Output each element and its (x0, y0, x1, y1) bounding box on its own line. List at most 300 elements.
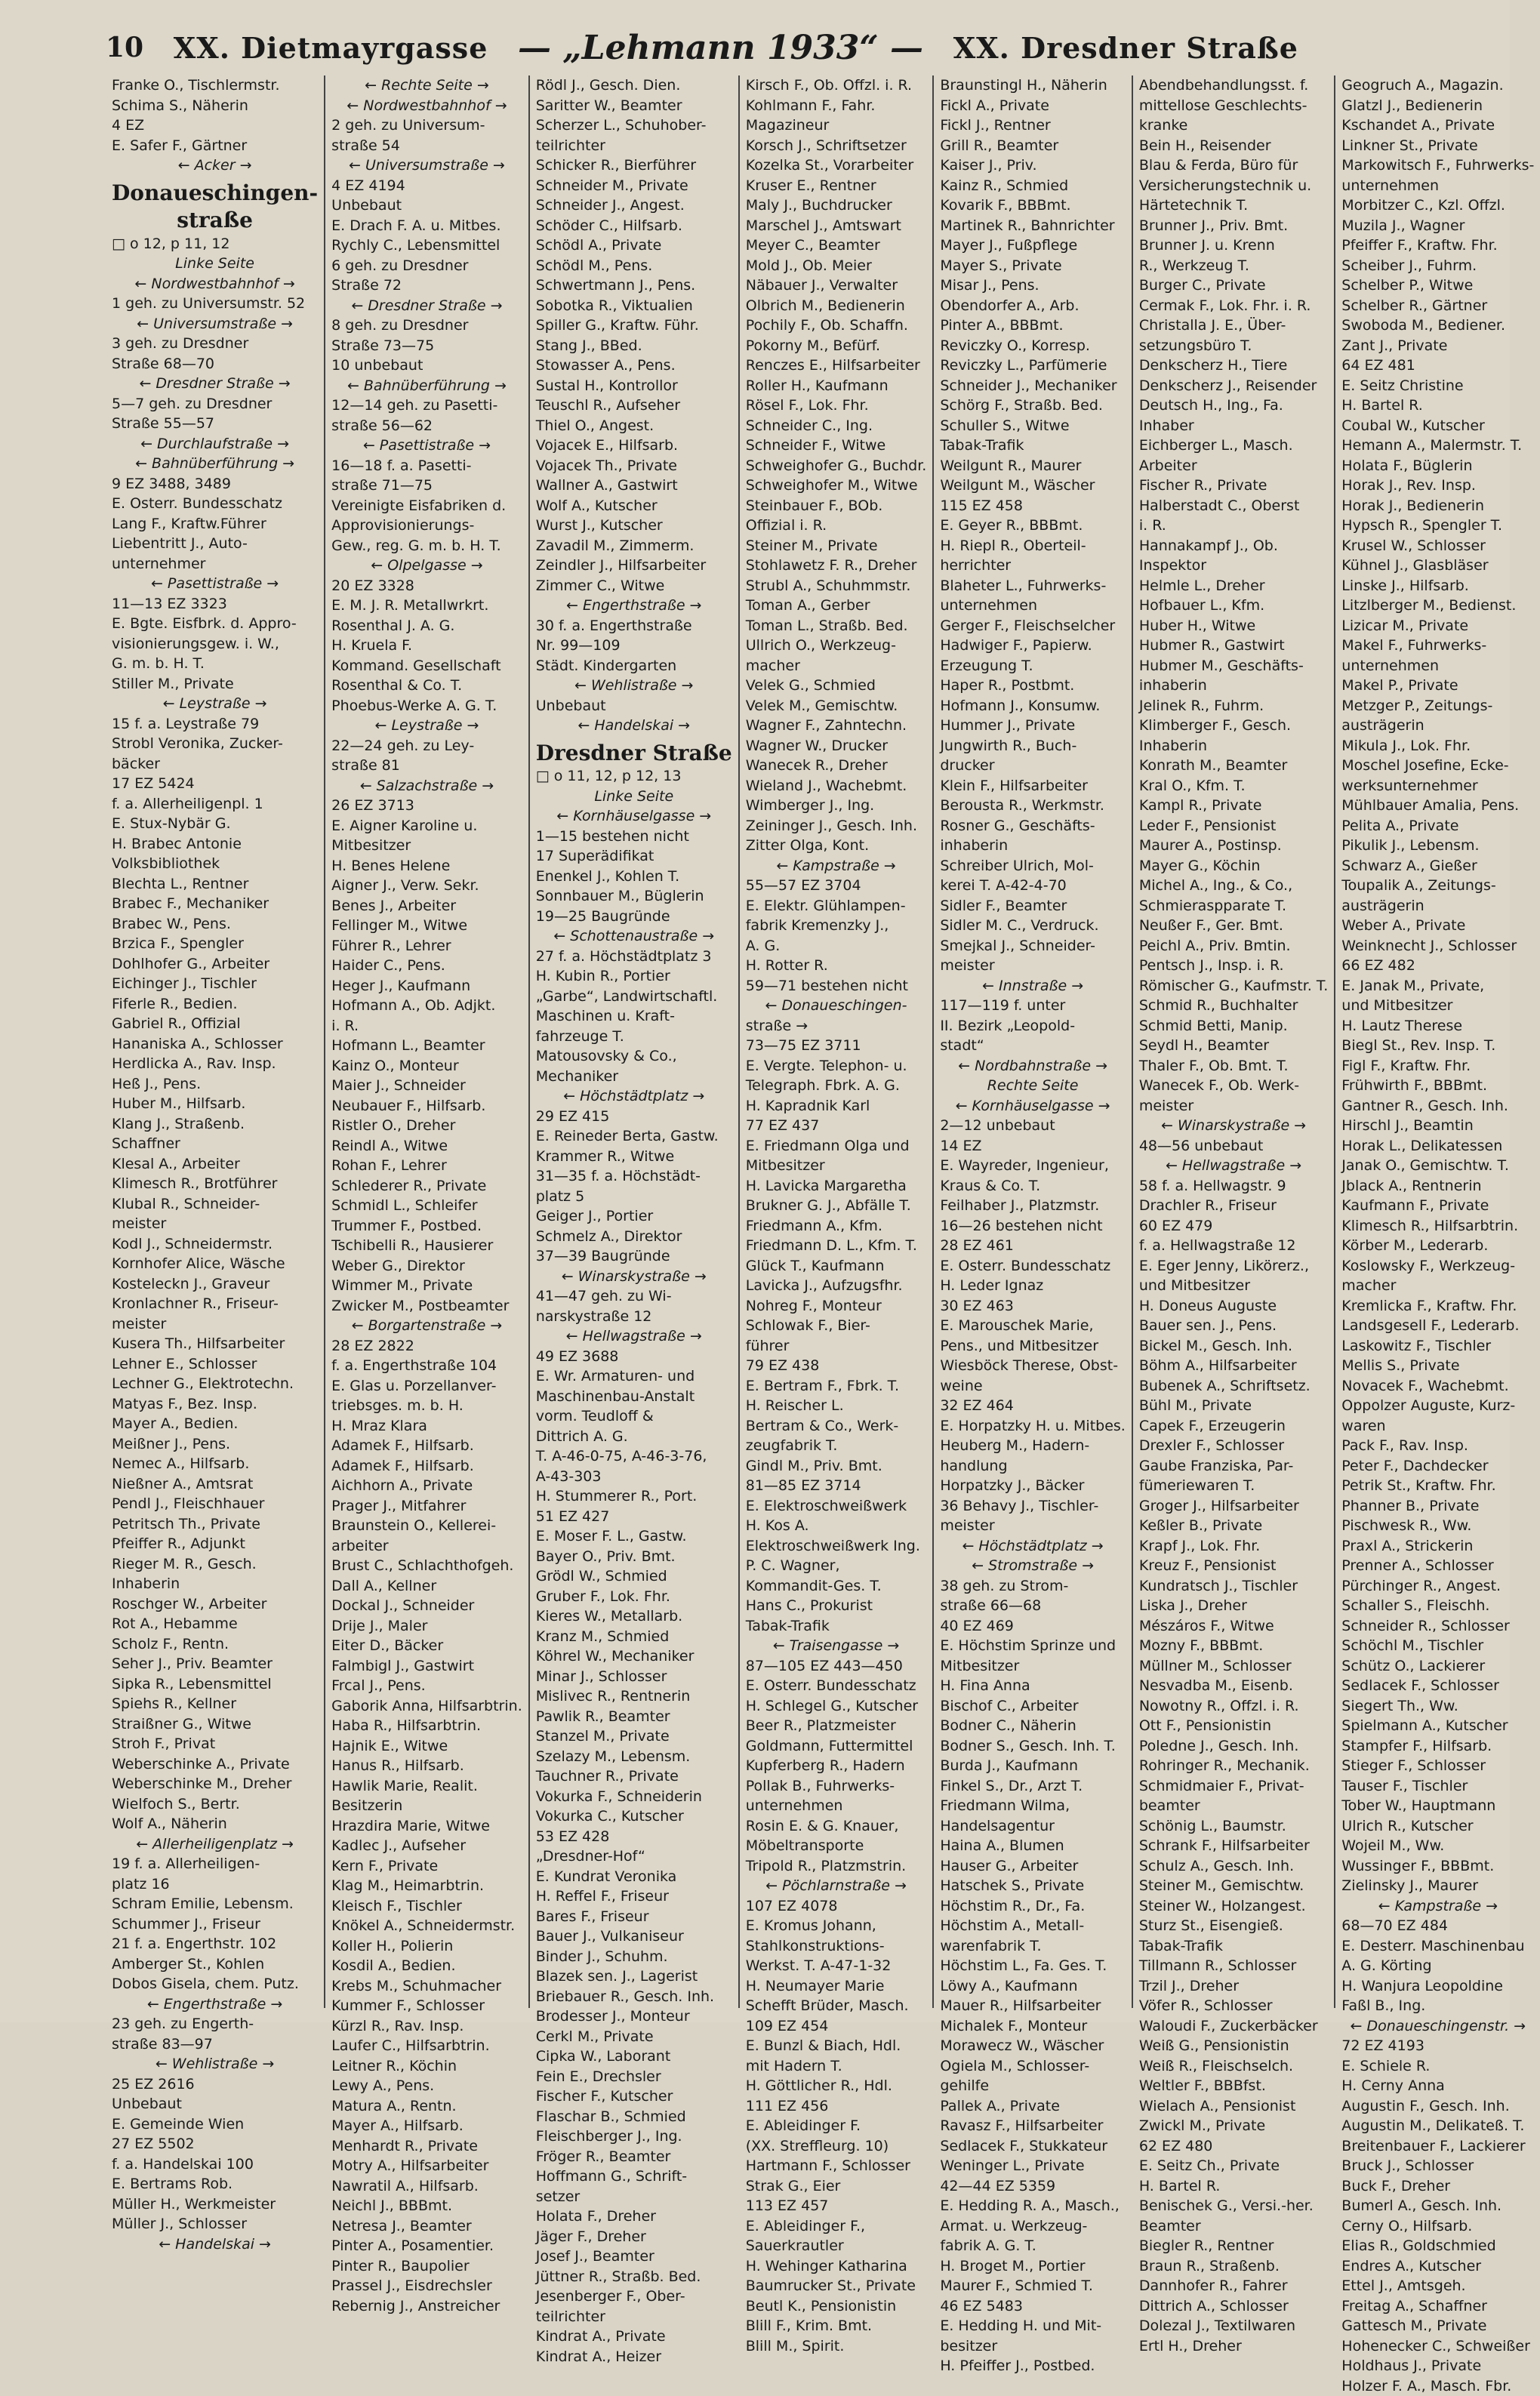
directory-entry: ← Bahnüberführung → (331, 376, 522, 396)
directory-entry: E. Moser F. L., Gastw. (536, 1526, 732, 1547)
directory-entry: handlung (940, 1456, 1126, 1477)
directory-column (1335, 75, 1540, 2008)
directory-entry: Maly J., Buchdrucker (746, 196, 927, 216)
directory-entry: E. Wr. Armaturen- und (536, 1366, 732, 1387)
directory-entry: Toupalik A., Zeitungs- (1341, 876, 1534, 896)
header-left-street: XX. Dietmayrgasse (174, 31, 488, 65)
directory-entry: 8 geh. zu Dresdner (331, 316, 522, 336)
directory-entry: Weilgunt M., Wäscher (940, 476, 1126, 496)
directory-entry: Tabak-Trafik (940, 436, 1126, 456)
directory-entry: E. Bertrams Rob. (112, 2174, 318, 2194)
directory-entry: Schwertmann J., Pens. (536, 276, 732, 296)
directory-column (1133, 75, 1335, 2008)
directory-entry: H. Benes Helene (331, 856, 522, 876)
directory-entry: Heger J., Kaufmann (331, 976, 522, 996)
directory-entry: Rohringer R., Mechanik. (1139, 1756, 1328, 1776)
directory-entry: Benes J., Arbeiter (331, 896, 522, 916)
directory-entry: Schummer J., Friseur (112, 1914, 318, 1935)
directory-entry: Neubauer F., Hilfsarb. (331, 1096, 522, 1116)
directory-entry: Laskowitz F., Tischler (1341, 1336, 1534, 1357)
directory-entry: Rot A., Hebamme (112, 1614, 318, 1634)
directory-entry: 117—119 f. unter (940, 996, 1126, 1016)
directory-entry: Holdhaus J., Private (1341, 2356, 1534, 2376)
directory-entry: Biegler R., Rentner (1139, 2236, 1328, 2256)
directory-entry: 115 EZ 458 (940, 496, 1126, 516)
directory-entry: Weberschinke M., Dreher (112, 1774, 318, 1794)
directory-entry: Schmid R., Buchhalter (1139, 996, 1328, 1016)
directory-entry: 53 EZ 428 (536, 1827, 732, 1847)
directory-entry: meister (112, 1214, 318, 1234)
directory-entry: Burda J., Kaufmann (940, 1756, 1126, 1776)
directory-entry: Zant J., Private (1341, 336, 1534, 356)
directory-entry: Hanus R., Hilfsarb. (331, 1756, 522, 1776)
directory-column (934, 75, 1133, 2008)
directory-entry: mittellose Geschlechts- (1139, 96, 1328, 116)
directory-entry: fahrzeuge T. (536, 1027, 732, 1047)
directory-entry: Brukner G. J., Abfälle T. (746, 1196, 927, 1216)
directory-entry: mit Hadern T. (746, 2056, 927, 2077)
directory-entry: Aichhorn A., Private (331, 1476, 522, 1496)
directory-entry: 31—35 f. a. Höchstädt- (536, 1166, 732, 1187)
directory-entry: Straße 72 (331, 276, 522, 296)
directory-entry: Kundratsch J., Tischler (1139, 1576, 1328, 1597)
directory-entry: Zimmer C., Witwe (536, 576, 732, 596)
directory-entry: arbeiter (331, 1536, 522, 1557)
directory-entry: 26 EZ 3713 (331, 796, 522, 816)
directory-entry: fabrik Kremenzky J., (746, 916, 927, 936)
directory-entry: Schneider J., Mechaniker (940, 376, 1126, 396)
directory-entry: setzungsbüro T. (1139, 336, 1328, 356)
directory-entry: Ettel J., Amtsgeh. (1341, 2276, 1534, 2296)
directory-entry: Kronlachner R., Friseur- (112, 1294, 318, 1314)
directory-entry: 41—47 geh. zu Wi- (536, 1286, 732, 1307)
directory-entry: 27 EZ 5502 (112, 2134, 318, 2154)
directory-entry: Sedlacek F., Stukkateur (940, 2136, 1126, 2157)
directory-entry: Huber H., Witwe (1139, 616, 1328, 636)
directory-entry: Mayer G., Köchin (1139, 856, 1328, 876)
directory-entry: Vokurka F., Schneiderin (536, 1787, 732, 1807)
directory-entry: straße 81 (331, 756, 522, 776)
directory-entry: Wiesböck Therese, Obst- (940, 1356, 1126, 1376)
directory-entry: Pens., und Mitbesitzer (940, 1336, 1126, 1357)
directory-entry: Neußer F., Ger. Bmt. (1139, 916, 1328, 936)
directory-entry: Wanecek F., Ob. Werk- (1139, 1076, 1328, 1096)
directory-entry: E. Janak M., Private, (1341, 976, 1534, 996)
directory-entry: Hofmann L., Beamter (331, 1036, 522, 1056)
directory-entry: Mayer J., Fußpflege (940, 236, 1126, 256)
directory-entry: Huber M., Hilfsarb. (112, 1094, 318, 1114)
directory-entry: Denkscherz H., Tiere (1139, 356, 1328, 376)
directory-entry: Sipka R., Lebensmittel (112, 1674, 318, 1695)
directory-entry: Höchstim R., Dr., Fa. (940, 1896, 1126, 1917)
directory-entry: Frühwirth F., BBBmt. (1341, 1076, 1534, 1096)
directory-entry: Mechaniker (536, 1067, 732, 1087)
directory-entry: Augustin M., Delikateß. T. (1341, 2116, 1534, 2136)
directory-entry: straße 54 (331, 136, 522, 156)
directory-entry: Linske J., Hilfsarb. (1341, 576, 1534, 596)
directory-entry: Wolf A., Kutscher (536, 496, 732, 516)
directory-entry: A. G. (746, 936, 927, 956)
directory-entry: Deutsch H., Ing., Fa. (1139, 396, 1328, 416)
directory-entry: Stanzel M., Private (536, 1726, 732, 1747)
directory-entry: straße → (746, 1016, 927, 1036)
directory-entry: Hatschek S., Private (940, 1876, 1126, 1896)
directory-entry: 1 geh. zu Universumstr. 52 (112, 294, 318, 314)
directory-entry: Linke Seite (112, 254, 318, 274)
directory-entry: Strak G., Eier (746, 2176, 927, 2197)
directory-entry: Rebernig J., Anstreicher (331, 2296, 522, 2317)
directory-entry: Waloudi F., Zuckerbäcker (1139, 2016, 1328, 2037)
directory-entry: Dobos Gisela, chem. Putz. (112, 1974, 318, 1994)
directory-entry: Mitbesitzer (331, 836, 522, 856)
directory-entry: 81—85 EZ 3714 (746, 1476, 927, 1496)
directory-entry: Obendorfer A., Arb. (940, 296, 1126, 316)
directory-entry: Stohlawetz F. R., Dreher (746, 556, 927, 576)
directory-entry: Brodesser J., Monteur (536, 2006, 732, 2027)
directory-entry: Steiner M., Private (746, 536, 927, 556)
directory-entry: Kern F., Private (331, 1856, 522, 1877)
directory-entry: Nohreg F., Monteur (746, 1296, 927, 1317)
directory-entry: Pelita A., Private (1341, 816, 1534, 836)
directory-entry: Matyas F., Bez. Insp. (112, 1394, 318, 1415)
directory-entry: A-43-303 (536, 1467, 732, 1487)
directory-entry: Kindrat A., Private (536, 2327, 732, 2347)
directory-entry: Ott F., Pensionistin (1139, 1716, 1328, 1736)
directory-entry: Schneider R., Schlosser (1341, 1616, 1534, 1637)
directory-entry: Thiel O., Angest. (536, 416, 732, 436)
directory-entry: Magazineur (746, 115, 927, 136)
directory-entry: Finkel S., Dr., Arzt T. (940, 1776, 1126, 1797)
directory-entry: Fein E., Drechsler (536, 2067, 732, 2087)
directory-entry: E. Wayreder, Ingenieur, (940, 1156, 1126, 1176)
directory-entry: 36 Behavy J., Tischler- (940, 1496, 1126, 1517)
directory-entry: Schelber R., Gärtner (1341, 296, 1534, 316)
directory-entry: Tschibelli R., Hausierer (331, 1236, 522, 1256)
directory-entry: 25 EZ 2616 (112, 2074, 318, 2095)
directory-entry: Grill R., Beamter (940, 136, 1126, 156)
directory-entry: Falmbigl J., Gastwirt (331, 1656, 522, 1677)
directory-entry: ← Winarskystraße → (1139, 1116, 1328, 1136)
directory-entry: Müller J., Schlosser (112, 2214, 318, 2234)
directory-entry: Blechta L., Rentner (112, 874, 318, 895)
directory-entry: Drije J., Maler (331, 1616, 522, 1637)
directory-entry: Steiner M., Gemischtw. (1139, 1876, 1328, 1896)
directory-entry: ← Kampstraße → (746, 856, 927, 876)
directory-entry: Fickl J., Rentner (940, 115, 1126, 136)
directory-entry: Makel F., Fuhrwerks- (1341, 636, 1534, 656)
directory-entry: Holata F., Büglerin (1341, 456, 1534, 476)
directory-entry: E. M. J. R. Metallwrkrt. (331, 596, 522, 616)
directory-entry: Denkscherz J., Reisender (1139, 376, 1328, 396)
directory-entry: E. Friedmann Olga und (746, 1136, 927, 1156)
directory-entry: und Mitbesitzer (1139, 1276, 1328, 1296)
directory-entry: Maschinenbau-Anstalt (536, 1387, 732, 1407)
directory-entry: 77 EZ 437 (746, 1116, 927, 1136)
directory-entry: Krammer R., Witwe (536, 1147, 732, 1167)
directory-entry: Zwickl M., Private (1139, 2116, 1328, 2136)
directory-entry: Weiß G., Pensionistin (1139, 2036, 1328, 2056)
directory-entry: ← Rechte Seite → (331, 75, 522, 96)
directory-entry: Vokurka C., Kutscher (536, 1806, 732, 1827)
directory-entry: Horak L., Delikatessen (1341, 1136, 1534, 1156)
directory-entry: herrichter (940, 556, 1126, 576)
directory-entry: Prassel J., Eisdrechsler (331, 2276, 522, 2296)
directory-entry: ← Universumstraße → (331, 156, 522, 176)
directory-entry: Michalek F., Monteur (940, 2016, 1126, 2037)
directory-entry: Braunstingl H., Näherin (940, 75, 1126, 96)
directory-entry: ← Traisengasse → (746, 1636, 927, 1656)
directory-entry: Cermak F., Lok. Fhr. i. R. (1139, 296, 1328, 316)
directory-entry: ← Stromstraße → (940, 1556, 1126, 1576)
directory-entry: Gindl M., Priv. Bmt. (746, 1456, 927, 1477)
directory-entry: (XX. Streffleurg. 10) (746, 2136, 927, 2157)
directory-entry: Pollak B., Fuhrwerks- (746, 1776, 927, 1797)
directory-entry: Helmle L., Dreher (1139, 576, 1328, 596)
directory-entry: Moschel Josefine, Ecke- (1341, 756, 1534, 776)
directory-entry: H. Kapradnik Karl (746, 1096, 927, 1116)
directory-entry: Dittrich A. G. (536, 1427, 732, 1447)
directory-entry: Maschinen u. Kraft- (536, 1006, 732, 1027)
directory-entry: Schmid Betti, Manip. (1139, 1016, 1328, 1036)
directory-entry: Drachler R., Friseur (1139, 1196, 1328, 1216)
directory-entry: ← Nordbahnstraße → (940, 1056, 1126, 1076)
directory-entry: Dannhofer R., Fahrer (1139, 2276, 1328, 2296)
directory-entry: Benischek G., Versi.-her. (1139, 2196, 1328, 2216)
directory-entry: Kirsch F., Ob. Offzl. i. R. (746, 75, 927, 96)
directory-entry: E. Höchstim Sprinze und (940, 1636, 1126, 1656)
directory-entry: Weberschinke A., Private (112, 1754, 318, 1775)
directory-entry: Menhardt R., Private (331, 2136, 522, 2157)
directory-entry: E. Osterr. Bundesschatz (940, 1256, 1126, 1277)
directory-entry: Steinbauer F., BOb. (746, 496, 927, 516)
directory-entry: E. Vergte. Telephon- u. (746, 1056, 927, 1076)
directory-entry: Mauer R., Hilfsarbeiter (940, 1996, 1126, 2016)
directory-entry: Maurer A., Postinsp. (1139, 836, 1328, 856)
directory-entry: H. Kruela F. (331, 636, 522, 656)
directory-entry: Gaborik Anna, Hilfsarbtrin. (331, 1696, 522, 1717)
directory-entry: Kschandet A., Private (1341, 115, 1534, 136)
directory-entry: Gruber F., Lok. Fhr. (536, 1587, 732, 1607)
directory-entry: Renczes E., Hilfsarbeiter (746, 356, 927, 376)
directory-entry: Sauerkrautler (746, 2236, 927, 2256)
directory-entry: Schwarz A., Gießer (1341, 856, 1534, 876)
directory-entry: Velek G., Schmied (746, 676, 927, 696)
directory-entry: Nemec A., Hilfsarb. (112, 1454, 318, 1474)
directory-entry: Kieres W., Metallarb. (536, 1606, 732, 1627)
directory-entry: Straße 68—70 (112, 354, 318, 374)
directory-entry: Enenkel J., Kohlen T. (536, 867, 732, 887)
directory-entry: Spiehs R., Kellner (112, 1694, 318, 1714)
directory-entry: Matura A., Rentn. (331, 2096, 522, 2117)
directory-entry: Aigner J., Verw. Sekr. (331, 876, 522, 896)
directory-entry: Hubmer R., Gastwirt (1139, 636, 1328, 656)
directory-entry: 66 EZ 482 (1341, 956, 1534, 976)
directory-entry: 60 EZ 479 (1139, 1216, 1328, 1236)
directory-entry: Brunner J. u. Krenn (1139, 236, 1328, 256)
directory-entry: Brunner J., Priv. Bmt. (1139, 216, 1328, 236)
directory-entry: Ravasz F., Hilfsarbeiter (940, 2116, 1126, 2136)
directory-entry: Glück T., Kaufmann (746, 1256, 927, 1277)
directory-entry: Koller H., Polierin (331, 1936, 522, 1957)
directory-entry: E. Kundrat Veronika (536, 1867, 732, 1887)
directory-entry: meister (940, 956, 1126, 976)
directory-entry: „Garbe“, Landwirtschaftl. (536, 987, 732, 1007)
directory-entry: Kainz O., Monteur (331, 1056, 522, 1076)
directory-entry: ← Kampstraße → (1341, 1896, 1534, 1917)
directory-entry: Hofmann J., Konsumw. (940, 696, 1126, 716)
directory-entry: Markowitsch F., Fuhrwerks- (1341, 156, 1534, 176)
directory-entry: Mayer A., Bedien. (112, 1414, 318, 1434)
directory-entry: Haina A., Blumen (940, 1836, 1126, 1856)
directory-entry: E. Ableidinger F. (746, 2116, 927, 2136)
directory-entry: Elias R., Goldschmied (1341, 2236, 1534, 2256)
directory-entry: Pallek A., Private (940, 2096, 1126, 2117)
directory-entry: 1—15 bestehen nicht (536, 827, 732, 847)
directory-entry: Tripold R., Platzmstrin. (746, 1856, 927, 1877)
directory-entry: visionierungsgew. i. W., (112, 634, 318, 654)
directory-entry: ← Winarskystraße → (536, 1267, 732, 1287)
directory-entry: Schweighofer G., Buchdr. (746, 456, 927, 476)
directory-entry: Schmieraspparate T. (1139, 896, 1328, 916)
directory-entry: Mayer S., Private (940, 256, 1126, 276)
directory-entry: Linke Seite (536, 787, 732, 807)
directory-entry: Führer R., Lehrer (331, 936, 522, 956)
directory-entry: Ertl H., Dreher (1139, 2336, 1328, 2357)
directory-entry: drucker (940, 756, 1126, 776)
directory-entry: Laufer C., Hilfsarbtrin. (331, 2036, 522, 2056)
directory-entry: E. Osterr. Bundesschatz (112, 494, 318, 514)
directory-entry: Beutl K., Pensionistin (746, 2296, 927, 2317)
directory-entry: Fleischberger J., Ing. (536, 2127, 732, 2147)
directory-entry: 62 EZ 480 (1139, 2136, 1328, 2157)
directory-entry: H. Mraz Klara (331, 1416, 522, 1437)
directory-entry: vorm. Teudloff & (536, 1406, 732, 1427)
directory-entry: H. Leder Ignaz (940, 1276, 1126, 1296)
directory-entry: Drexler F., Schlosser (1139, 1436, 1328, 1456)
directory-entry: □ o 12, p 11, 12 (112, 234, 318, 254)
directory-entry: ← Engerthstraße → (112, 1994, 318, 2015)
directory-entry: Kusera Th., Hilfsarbeiter (112, 1334, 318, 1354)
directory-entry: Hubmer M., Geschäfts- (1139, 656, 1328, 676)
directory-entry: Pfeiffer F., Kraftw. Fhr. (1341, 236, 1534, 256)
directory-entry: 28 EZ 2822 (331, 1336, 522, 1357)
directory-entry: Sonnbauer M., Büglerin (536, 886, 732, 907)
directory-entry: Dohlhofer G., Arbeiter (112, 954, 318, 975)
directory-entry: E. Elektr. Glühlampen- (746, 896, 927, 916)
directory-entry: Saritter W., Beamter (536, 96, 732, 116)
directory-entry: Spielmann A., Kutscher (1341, 1716, 1534, 1736)
directory-entry: Nawratil A., Hilfsarb. (331, 2176, 522, 2197)
directory-entry: Litzlberger M., Bedienst. (1341, 596, 1534, 616)
directory-entry: Schlowak F., Bier- (746, 1316, 927, 1336)
directory-entry: und Mitbesitzer (1341, 996, 1534, 1016)
directory-entry: ← Salzachstraße → (331, 776, 522, 796)
directory-entry: ← Dresdner Straße → (112, 374, 318, 394)
directory-entry: 46 EZ 5483 (940, 2296, 1126, 2317)
directory-entry: Hadwiger F., Papierw. (940, 636, 1126, 656)
header-right-street: XX. Dresdner Straße (953, 31, 1298, 65)
directory-entry: Rechte Seite (940, 1076, 1126, 1096)
directory-entry: H. Wanjura Leopoldine (1341, 1976, 1534, 1997)
directory-entry: Klubal R., Schneider- (112, 1194, 318, 1215)
directory-entry: E. Safer F., Gärtner (112, 136, 318, 156)
directory-entry: Pack F., Rav. Insp. (1341, 1436, 1534, 1456)
directory-entry: Haper R., Postbmt. (940, 676, 1126, 696)
directory-entry: Lewy A., Pens. (331, 2076, 522, 2096)
directory-entry: ← Höchstädtplatz → (536, 1086, 732, 1107)
directory-entry: Schaller S., Fleischh. (1341, 1596, 1534, 1616)
directory-entry: unternehmen (1341, 176, 1534, 196)
directory-entry: Kaiser J., Priv. (940, 156, 1126, 176)
directory-entry: Bodner C., Näherin (940, 1716, 1126, 1736)
directory-entry: Toman A., Gerber (746, 596, 927, 616)
directory-entry: Lavicka J., Aufzugsfhr. (746, 1276, 927, 1296)
directory-entry: Handelsagentur (940, 1816, 1126, 1837)
directory-entry: Vereinigte Eisfabriken d. (331, 496, 522, 516)
directory-entry: Zeindler J., Hilfsarbeiter (536, 556, 732, 576)
directory-entry: Elektroschweißwerk Ing. (746, 1536, 927, 1557)
directory-entry: ← Höchstädtplatz → (940, 1536, 1126, 1557)
directory-entry: Wimberger J., Ing. (746, 796, 927, 816)
directory-entry: Schmelz A., Direktor (536, 1227, 732, 1247)
directory-entry: Lizicar M., Private (1341, 616, 1534, 636)
directory-entry: f. a. Handelskai 100 (112, 2154, 318, 2175)
directory-entry: unternehmen (940, 596, 1126, 616)
directory-entry: warenfabrik T. (940, 1936, 1126, 1957)
directory-entry: ← Olpelgasse → (331, 556, 522, 576)
directory-columns (106, 75, 1298, 2008)
directory-entry: 5—7 geh. zu Dresdner (112, 394, 318, 414)
directory-entry: 17 Superädifikat (536, 846, 732, 867)
directory-entry: Grödl W., Schmied (536, 1566, 732, 1587)
directory-entry: weine (940, 1376, 1126, 1397)
directory-entry: Hemann A., Malermstr. T. (1341, 436, 1534, 456)
directory-entry: Brabec F., Mechaniker (112, 894, 318, 914)
directory-entry: Fröger R., Beamter (536, 2147, 732, 2167)
directory-entry: ← Handelskai → (112, 2234, 318, 2255)
directory-entry: H. Bartel R. (1139, 2176, 1328, 2197)
directory-entry: H. Doneus Auguste (1139, 1296, 1328, 1317)
directory-entry: ← Nordwestbahnhof → (112, 274, 318, 294)
directory-entry: 3 geh. zu Dresdner (112, 334, 318, 354)
directory-entry: Breitenbauer F., Lackierer (1341, 2136, 1534, 2157)
directory-entry: Rieger M. R., Gesch. (112, 1554, 318, 1575)
directory-entry: Kranz M., Schmied (536, 1627, 732, 1647)
directory-entry: Stahlkonstruktions- (746, 1936, 927, 1957)
directory-entry: Blill F., Krim. Bmt. (746, 2316, 927, 2336)
directory-entry: straße 66—68 (940, 1596, 1126, 1616)
directory-entry: Rosenthal & Co. T. (331, 676, 522, 696)
directory-entry: unternehmen (1341, 656, 1534, 676)
directory-entry: Nesvadba M., Eisenb. (1139, 1676, 1328, 1696)
directory-entry: Vojacek Th., Private (536, 456, 732, 476)
directory-entry: 37—39 Baugründe (536, 1246, 732, 1267)
directory-entry: ← Acker → (112, 156, 318, 176)
directory-entry: Feilhaber J., Platzmstr. (940, 1196, 1126, 1216)
directory-entry: Figl F., Kraftw. Fhr. (1341, 1056, 1534, 1076)
directory-entry: unternehmer (112, 554, 318, 574)
directory-entry: Offizial i. R. (746, 516, 927, 536)
directory-entry: Heß J., Pens. (112, 1074, 318, 1095)
directory-entry: Geogruch A., Magazin. (1341, 75, 1534, 96)
directory-entry: kranke (1139, 115, 1328, 136)
directory-entry: Thaler F., Ob. Bmt. T. (1139, 1056, 1328, 1076)
directory-entry: Capek F., Erzeugerin (1139, 1416, 1328, 1437)
directory-entry: 2—12 unbebaut (940, 1116, 1126, 1136)
directory-entry: Blau & Ferda, Büro für (1139, 156, 1328, 176)
directory-entry: Rosin E. & G. Knauer, (746, 1816, 927, 1837)
directory-entry: 2 geh. zu Universum- (331, 115, 522, 136)
